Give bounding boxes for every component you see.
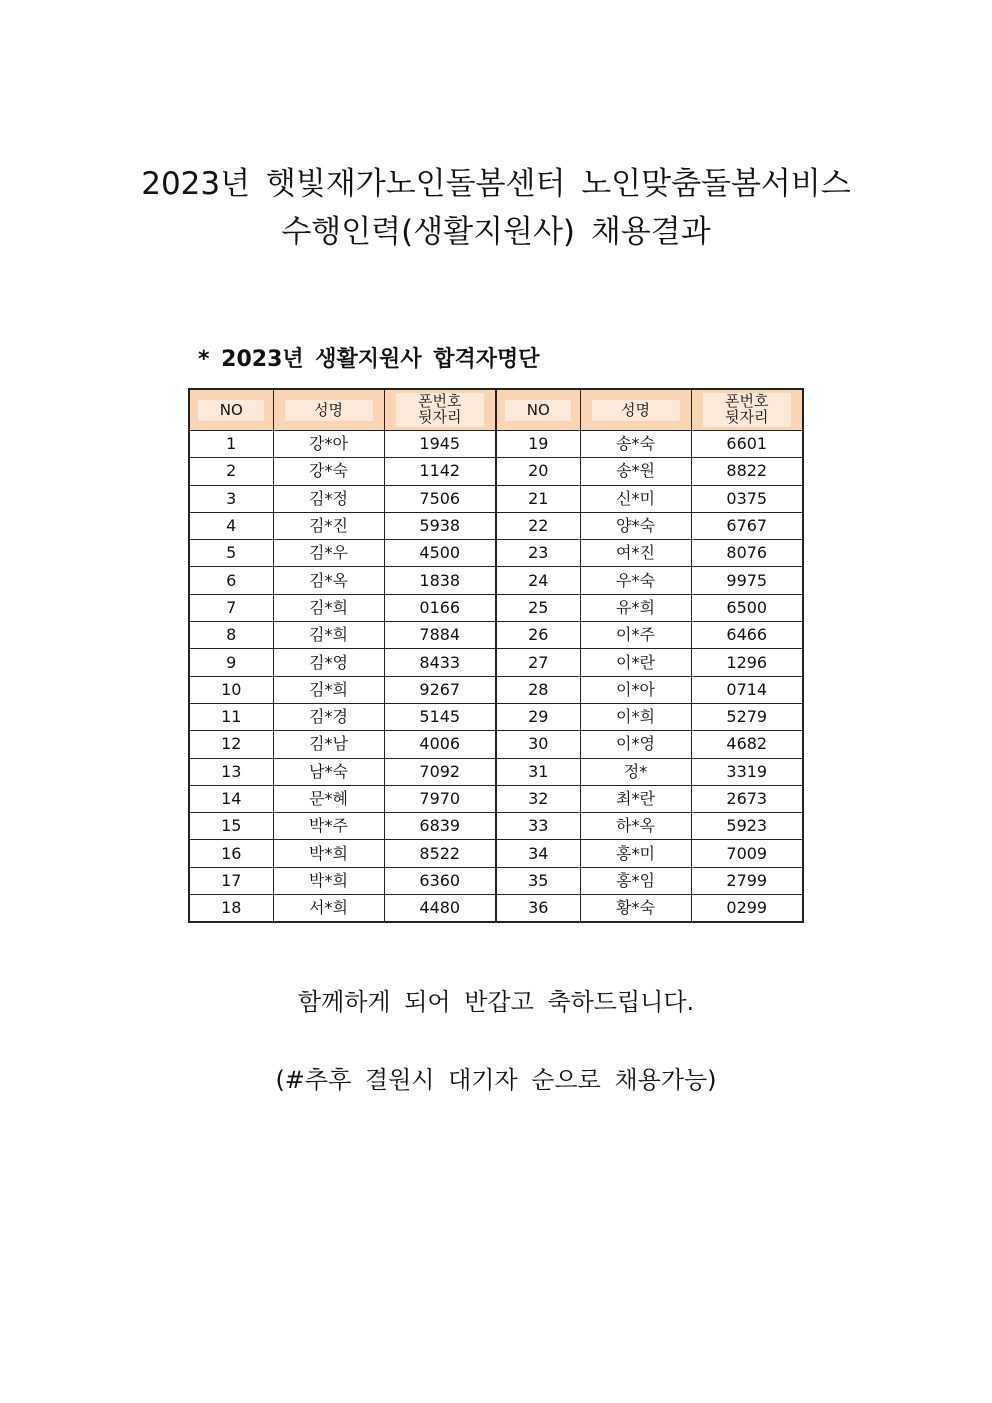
table-row [189, 785, 803, 812]
cell-no: 34 [496, 840, 580, 867]
cell-no: 36 [496, 895, 580, 923]
cell-no: 26 [496, 622, 580, 649]
table-row [189, 813, 803, 840]
cell-name: 정* [580, 758, 691, 785]
cell-no: 8 [189, 622, 273, 649]
table-row [189, 512, 803, 539]
cell-name: 강*아 [273, 431, 384, 458]
cell-phone: 0714 [691, 676, 803, 703]
cell-phone: 2799 [691, 867, 803, 894]
cell-phone: 9267 [384, 676, 496, 703]
waitlist-note: (#추후 결원시 대기자 순으로 채용가능) [275, 1066, 717, 1094]
cell-no: 14 [189, 785, 273, 812]
cell-name: 박*희 [273, 867, 384, 894]
cell-name: 송*숙 [580, 431, 691, 458]
table-row [189, 676, 803, 703]
header-no-left [189, 389, 273, 431]
header-phone-left [384, 389, 496, 431]
cell-name: 이*아 [580, 676, 691, 703]
table-row [189, 485, 803, 512]
cell-phone: 5145 [384, 703, 496, 730]
cell-phone: 8433 [384, 649, 496, 676]
cell-no: 21 [496, 485, 580, 512]
table-row [189, 895, 803, 923]
cell-phone: 5279 [691, 703, 803, 730]
cell-no: 5 [189, 540, 273, 567]
header-name-right [580, 389, 691, 431]
table-row [189, 567, 803, 594]
cell-phone: 8076 [691, 540, 803, 567]
cell-phone: 1838 [384, 567, 496, 594]
cell-phone: 4500 [384, 540, 496, 567]
cell-no: 24 [496, 567, 580, 594]
cell-name: 최*란 [580, 785, 691, 812]
congratulation-message: 함께하게 되어 반갑고 축하드립니다. [297, 988, 695, 1016]
cell-name: 이*영 [580, 731, 691, 758]
table-row [189, 622, 803, 649]
cell-phone: 6767 [691, 512, 803, 539]
cell-phone: 0299 [691, 895, 803, 923]
table-row [189, 458, 803, 485]
header-phone-label-line2: 뒷자리 [418, 408, 462, 426]
table-header-row [189, 389, 803, 431]
table-row [189, 703, 803, 730]
cell-phone: 0375 [691, 485, 803, 512]
cell-phone: 7009 [691, 840, 803, 867]
cell-name: 신*미 [580, 485, 691, 512]
cell-no: 32 [496, 785, 580, 812]
cell-name: 김*경 [273, 703, 384, 730]
cell-name: 우*숙 [580, 567, 691, 594]
table-row [189, 867, 803, 894]
header-phone-label-line1: 폰번호 [418, 392, 462, 411]
cell-name: 김*옥 [273, 567, 384, 594]
cell-name: 김*진 [273, 512, 384, 539]
cell-phone: 0166 [384, 594, 496, 621]
table-row [189, 840, 803, 867]
hire-result-table [188, 388, 804, 923]
cell-phone: 1296 [691, 649, 803, 676]
cell-no: 20 [496, 458, 580, 485]
cell-name: 김*우 [273, 540, 384, 567]
cell-no: 23 [496, 540, 580, 567]
cell-no: 9 [189, 649, 273, 676]
cell-name: 김*영 [273, 649, 384, 676]
cell-phone: 8822 [691, 458, 803, 485]
cell-phone: 1945 [384, 431, 496, 458]
cell-no: 28 [496, 676, 580, 703]
cell-phone: 6466 [691, 622, 803, 649]
header-name-label: 성명 [592, 400, 680, 421]
cell-no: 30 [496, 731, 580, 758]
table-row [189, 594, 803, 621]
cell-phone: 6360 [384, 867, 496, 894]
cell-no: 13 [189, 758, 273, 785]
cell-no: 35 [496, 867, 580, 894]
cell-phone: 4006 [384, 731, 496, 758]
cell-no: 12 [189, 731, 273, 758]
cell-name: 송*원 [580, 458, 691, 485]
cell-no: 1 [189, 431, 273, 458]
cell-no: 25 [496, 594, 580, 621]
header-name-label: 성명 [285, 400, 373, 421]
cell-phone: 6839 [384, 813, 496, 840]
cell-name: 이*주 [580, 622, 691, 649]
cell-name: 김*희 [273, 594, 384, 621]
cell-no: 11 [189, 703, 273, 730]
cell-name: 김*남 [273, 731, 384, 758]
header-phone-label-line2: 뒷자리 [725, 408, 769, 426]
cell-name: 유*희 [580, 594, 691, 621]
cell-no: 29 [496, 703, 580, 730]
cell-name: 황*숙 [580, 895, 691, 923]
cell-name: 하*옥 [580, 813, 691, 840]
cell-name: 박*희 [273, 840, 384, 867]
cell-phone: 4682 [691, 731, 803, 758]
section-subtitle: * 2023년 생활지원사 합격자명단 [198, 347, 540, 372]
cell-name: 문*혜 [273, 785, 384, 812]
cell-no: 2 [189, 458, 273, 485]
cell-no: 4 [189, 512, 273, 539]
table-body [189, 431, 803, 923]
cell-phone: 7092 [384, 758, 496, 785]
cell-no: 22 [496, 512, 580, 539]
cell-phone: 9975 [691, 567, 803, 594]
cell-name: 홍*미 [580, 840, 691, 867]
header-phone-label-line1: 폰번호 [725, 392, 769, 411]
cell-name: 남*숙 [273, 758, 384, 785]
cell-phone: 5938 [384, 512, 496, 539]
cell-no: 31 [496, 758, 580, 785]
cell-phone: 7970 [384, 785, 496, 812]
cell-phone: 4480 [384, 895, 496, 923]
cell-no: 7 [189, 594, 273, 621]
cell-name: 서*희 [273, 895, 384, 923]
table-row [189, 758, 803, 785]
header-no-label: NO [505, 400, 571, 421]
table-row [189, 649, 803, 676]
cell-name: 홍*임 [580, 867, 691, 894]
cell-name: 이*희 [580, 703, 691, 730]
cell-no: 18 [189, 895, 273, 923]
cell-no: 19 [496, 431, 580, 458]
cell-no: 17 [189, 867, 273, 894]
table-row [189, 540, 803, 567]
cell-phone: 7506 [384, 485, 496, 512]
cell-no: 3 [189, 485, 273, 512]
cell-name: 양*숙 [580, 512, 691, 539]
cell-name: 김*희 [273, 622, 384, 649]
table-row [189, 731, 803, 758]
cell-no: 27 [496, 649, 580, 676]
cell-phone: 5923 [691, 813, 803, 840]
cell-name: 김*정 [273, 485, 384, 512]
cell-phone: 3319 [691, 758, 803, 785]
cell-phone: 8522 [384, 840, 496, 867]
cell-phone: 6500 [691, 594, 803, 621]
table-row [189, 431, 803, 458]
cell-no: 15 [189, 813, 273, 840]
cell-phone: 7884 [384, 622, 496, 649]
document-title-line-1: 2023년 햇빛재가노인돌봄센터 노인맞춤돌봄서비스 [141, 166, 851, 202]
cell-no: 6 [189, 567, 273, 594]
cell-no: 33 [496, 813, 580, 840]
cell-name: 여*진 [580, 540, 691, 567]
cell-name: 강*숙 [273, 458, 384, 485]
cell-no: 10 [189, 676, 273, 703]
header-no-label: NO [198, 400, 264, 421]
cell-name: 이*란 [580, 649, 691, 676]
cell-name: 김*희 [273, 676, 384, 703]
cell-phone: 2673 [691, 785, 803, 812]
cell-name: 박*주 [273, 813, 384, 840]
header-no-right [496, 389, 580, 431]
cell-no: 16 [189, 840, 273, 867]
cell-phone: 1142 [384, 458, 496, 485]
cell-phone: 6601 [691, 431, 803, 458]
header-phone-right [691, 389, 803, 431]
document-title-line-2: 수행인력(생활지원사) 채용결과 [281, 214, 711, 250]
header-name-left [273, 389, 384, 431]
table-header [189, 389, 803, 431]
